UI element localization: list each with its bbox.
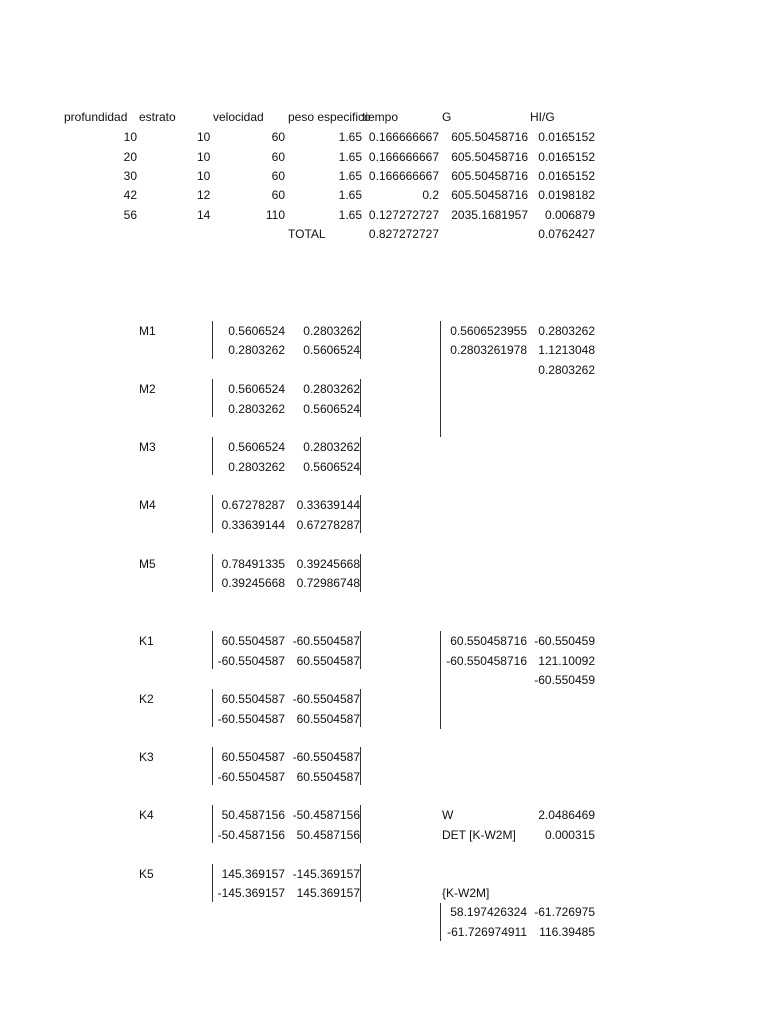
table-cell: 20 <box>123 150 137 164</box>
table-cell: 42 <box>123 188 137 202</box>
matrix-cell: 0.33639144 <box>221 518 285 532</box>
matrix-bracket <box>212 495 213 533</box>
matrix-bracket <box>212 864 213 902</box>
table-cell: 0.166666667 <box>368 150 439 164</box>
matrix-cell: 0.5606524 <box>303 402 360 416</box>
matrix-cell: 116.39485 <box>539 925 595 939</box>
matrix-bracket <box>440 321 441 437</box>
matrix-cell: 0.5606524 <box>228 324 285 338</box>
matrix-cell: 0.78491335 <box>221 557 285 571</box>
matrix-bracket <box>440 631 441 729</box>
matrix-label-k4: K4 <box>139 808 154 822</box>
matrix-cell: 0.67278287 <box>221 498 285 512</box>
matrix-bracket <box>212 379 213 417</box>
kw2m-label: {K-W2M] <box>442 886 490 900</box>
matrix-label-m5: M5 <box>139 557 156 571</box>
table-cell: 60 <box>271 169 285 183</box>
matrix-cell: 0.33639144 <box>296 498 360 512</box>
matrix-bracket <box>212 689 213 727</box>
matrix-cell: 60.5504587 <box>296 770 360 784</box>
matrix-bracket <box>360 747 361 785</box>
matrix-cell: 60.5504587 <box>296 712 360 726</box>
total-label: TOTAL <box>288 227 326 241</box>
matrix-bracket <box>212 321 213 359</box>
table-cell: 1.65 <box>338 169 362 183</box>
matrix-cell: -60.550459 <box>534 673 595 687</box>
table-cell: 0.166666667 <box>368 169 439 183</box>
matrix-cell: -145.369157 <box>292 867 360 881</box>
matrix-cell: 0.5606524 <box>228 440 285 454</box>
matrix-cell: 0.2803261978 <box>450 343 527 357</box>
matrix-cell: 0.2803262 <box>228 460 285 474</box>
table-cell: 14 <box>197 208 211 222</box>
matrix-bracket <box>360 437 361 475</box>
table-cell: 12 <box>197 188 211 202</box>
matrix-bracket <box>360 864 361 902</box>
table-cell: 10 <box>197 150 211 164</box>
matrix-cell: 0.2803262 <box>228 402 285 416</box>
table-cell: 10 <box>197 169 211 183</box>
matrix-bracket <box>360 379 361 417</box>
table-cell: 0.0165152 <box>538 169 595 183</box>
matrix-bracket <box>360 631 361 669</box>
table-cell: 1.65 <box>338 130 362 144</box>
header-velocidad: velocidad <box>213 110 264 124</box>
matrix-cell: 0.72986748 <box>296 576 360 590</box>
table-cell: 30 <box>123 169 137 183</box>
table-cell: 60 <box>271 130 285 144</box>
table-cell: 0.006879 <box>544 208 595 222</box>
det-label: DET [K-W2M] <box>442 828 516 842</box>
matrix-cell: -60.5504587 <box>217 712 285 726</box>
matrix-cell: 0.2803262 <box>538 324 595 338</box>
matrix-cell: 50.4587156 <box>221 808 285 822</box>
matrix-cell: -60.5504587 <box>217 770 285 784</box>
matrix-cell: 0.2803262 <box>303 440 360 454</box>
table-cell: 110 <box>265 208 285 222</box>
matrix-cell: 121.10092 <box>538 654 595 668</box>
matrix-label-m2: M2 <box>139 382 156 396</box>
matrix-cell: 0.5606524 <box>228 382 285 396</box>
det-value: 0.000315 <box>544 828 595 842</box>
w-label: W <box>442 808 454 822</box>
matrix-label-k1: K1 <box>139 634 154 648</box>
table-cell: 10 <box>123 130 137 144</box>
matrix-cell: 60.5504587 <box>221 692 285 706</box>
w-value: 2.0486469 <box>538 808 595 822</box>
matrix-bracket <box>360 805 361 843</box>
matrix-cell: 0.67278287 <box>296 518 360 532</box>
matrix-cell: -60.550459 <box>534 634 595 648</box>
header-hig: HI/G <box>530 110 555 124</box>
matrix-bracket <box>212 437 213 475</box>
matrix-cell: 0.2803262 <box>303 324 360 338</box>
table-cell: 605.50458716 <box>451 188 528 202</box>
matrix-label-m4: M4 <box>139 498 156 512</box>
header-estrato: estrato <box>139 110 176 124</box>
matrix-cell: -60.5504587 <box>292 750 360 764</box>
matrix-cell: 58.197426324 <box>450 905 527 919</box>
total-hig: 0.0762427 <box>538 227 595 241</box>
matrix-cell: -60.5504587 <box>217 654 285 668</box>
table-cell: 56 <box>123 208 137 222</box>
table-cell: 10 <box>197 130 211 144</box>
matrix-cell: 0.5606524 <box>303 460 360 474</box>
header-profundidad: profundidad <box>64 110 128 124</box>
matrix-bracket <box>212 631 213 669</box>
matrix-label-k5: K5 <box>139 867 154 881</box>
matrix-label-k2: K2 <box>139 692 154 706</box>
matrix-cell: -50.4587156 <box>217 828 285 842</box>
matrix-cell: 60.5504587 <box>221 750 285 764</box>
matrix-cell: -50.4587156 <box>292 808 360 822</box>
matrix-cell: -145.369157 <box>217 886 285 900</box>
table-cell: 60 <box>271 188 285 202</box>
matrix-bracket <box>440 903 441 941</box>
table-cell: 605.50458716 <box>451 130 528 144</box>
total-tiempo: 0.827272727 <box>368 227 439 241</box>
table-cell: 60 <box>271 150 285 164</box>
matrix-bracket <box>360 321 361 359</box>
matrix-bracket <box>360 689 361 727</box>
matrix-cell: 145.369157 <box>221 867 285 881</box>
matrix-cell: -61.726975 <box>534 905 595 919</box>
header-peso-especifico: peso especifico <box>288 110 371 124</box>
table-cell: 0.0198182 <box>538 188 595 202</box>
matrix-cell: 60.5504587 <box>296 654 360 668</box>
matrix-cell: 0.2803262 <box>538 363 595 377</box>
matrix-bracket <box>360 554 361 592</box>
table-cell: 605.50458716 <box>451 169 528 183</box>
matrix-cell: 0.39245668 <box>296 557 360 571</box>
matrix-cell: -60.5504587 <box>292 692 360 706</box>
matrix-label-m3: M3 <box>139 440 156 454</box>
matrix-cell: -60.550458716 <box>446 654 527 668</box>
matrix-cell: -60.5504587 <box>292 634 360 648</box>
matrix-cell: 0.5606524 <box>303 343 360 357</box>
header-tiempo: tiempo <box>362 110 399 124</box>
matrix-bracket <box>212 747 213 785</box>
matrix-cell: 0.2803262 <box>303 382 360 396</box>
table-cell: 0.2 <box>422 188 439 202</box>
header-g: G <box>442 110 452 124</box>
matrix-cell: 0.2803262 <box>228 343 285 357</box>
matrix-cell: 60.550458716 <box>450 634 527 648</box>
matrix-cell: 1.1213048 <box>538 343 595 357</box>
matrix-bracket <box>360 495 361 533</box>
table-cell: 605.50458716 <box>451 150 528 164</box>
matrix-cell: 60.5504587 <box>221 634 285 648</box>
table-cell: 1.65 <box>338 208 362 222</box>
matrix-label-m1: M1 <box>139 324 156 338</box>
matrix-bracket <box>212 805 213 843</box>
table-cell: 0.166666667 <box>368 130 439 144</box>
matrix-cell: -61.726974911 <box>447 925 527 939</box>
matrix-bracket <box>212 554 213 592</box>
matrix-cell: 0.5606523955 <box>450 324 527 338</box>
table-cell: 0.127272727 <box>368 208 439 222</box>
matrix-label-k3: K3 <box>139 750 154 764</box>
matrix-cell: 0.39245668 <box>221 576 285 590</box>
table-cell: 1.65 <box>338 188 362 202</box>
table-cell: 0.0165152 <box>538 150 595 164</box>
table-cell: 2035.1681957 <box>451 208 528 222</box>
matrix-cell: 145.369157 <box>296 886 360 900</box>
table-cell: 0.0165152 <box>538 130 595 144</box>
matrix-cell: 50.4587156 <box>296 828 360 842</box>
table-cell: 1.65 <box>338 150 362 164</box>
